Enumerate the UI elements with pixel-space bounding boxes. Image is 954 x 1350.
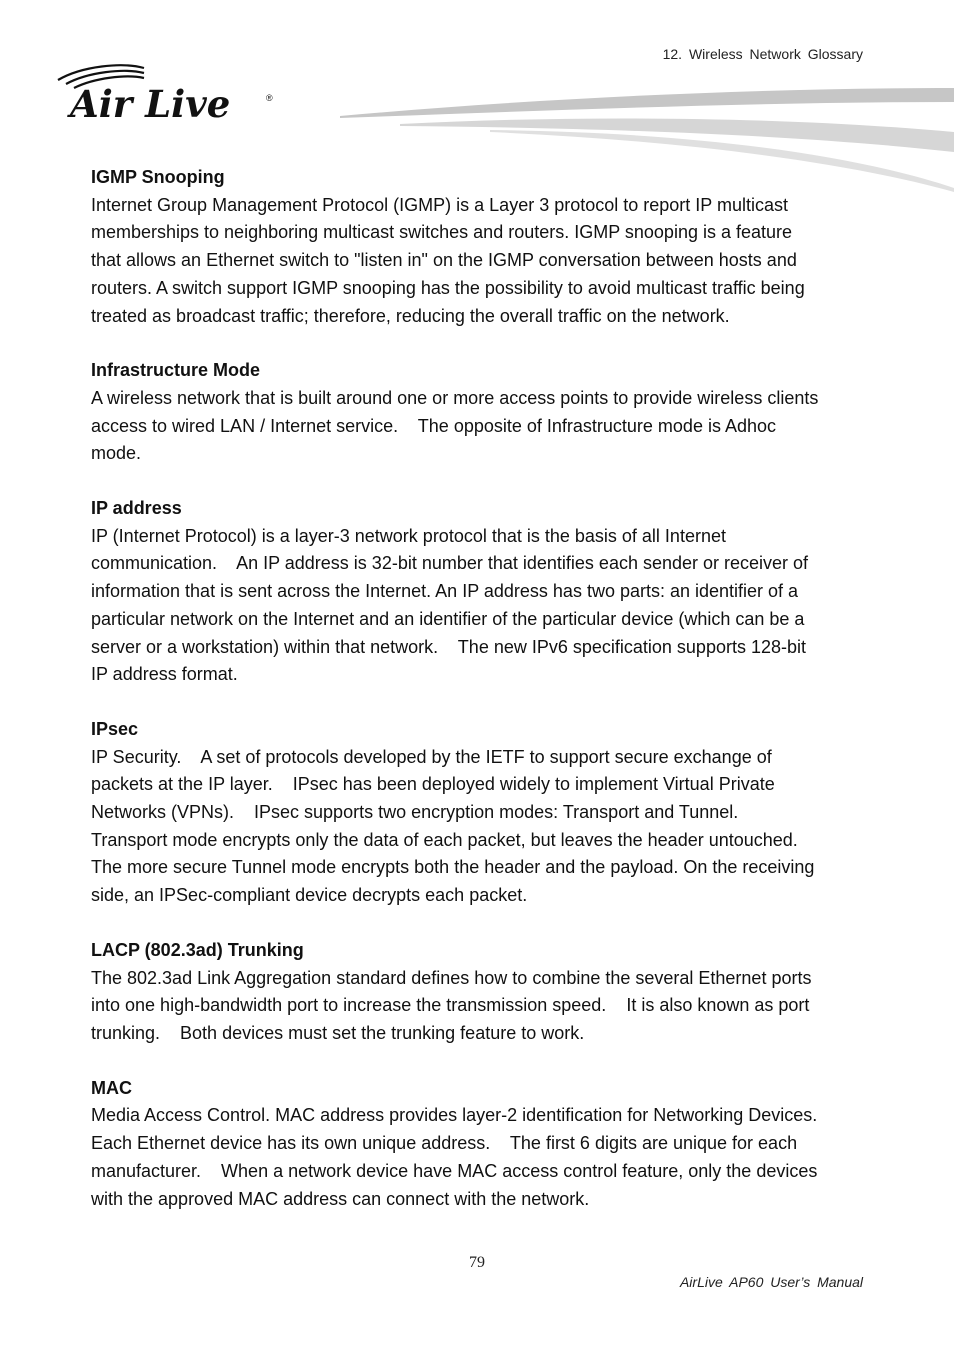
definition-line: A wireless network that is built around one or more access points to provide wireless clients [91,387,819,408]
definition-line: information that is sent across the Internet. An IP address has two parts: an identifier of a [91,581,799,602]
definition-line: IP address format. [91,664,238,685]
definition-line: side, an IPSec-compliant device decrypts each packet. [91,885,528,906]
glossary-entry-ip-address [91,495,871,689]
definition-line: into one high-bandwidth port to increase the transmission speed. It is also known as port [91,995,810,1016]
glossary-content [91,164,871,1240]
glossary-entry-igmp-snooping [91,164,871,330]
definition-line: packets at the IP layer. IPsec has been deployed widely to implement Virtual Private [91,774,775,795]
glossary-entry-lacp-trunking [91,937,871,1048]
page-number: 79 [469,1254,485,1271]
definition-line: IP Security. A set of protocols developed by the IETF to support secure exchange of [91,746,772,767]
definition-line: Internet Group Management Protocol (IGMP) is a Layer 3 protocol to report IP multicast [91,194,788,215]
definition-line: Each Ethernet device has its own unique address. The first 6 digits are unique for each [91,1133,798,1154]
glossary-entry-ipsec [91,716,871,910]
definition-line: communication. An IP address is 32-bit number that identifies each sender or receiver of [91,553,809,574]
definition-line: Transport mode encrypts only the data of each packet, but leaves the header untouched. [91,829,798,850]
definition-line: The 802.3ad Link Aggregation standard defines how to combine the several Ethernet ports [91,967,812,988]
logo-registered-mark: ® [266,93,273,103]
term-heading: Infrastructure Mode [91,360,261,381]
term-heading: IP address [91,498,182,519]
definition-line: trunking. Both devices must set the trunking feature to work. [91,1022,585,1043]
term-heading: IPsec [91,718,139,739]
definition-line: The more secure Tunnel mode encrypts both the header and the payload. On the receiving [91,857,815,878]
glossary-entry-mac [91,1075,871,1214]
term-heading: IGMP Snooping [91,167,225,187]
definition-line: treated as broadcast traffic; therefore, reducing the overall traffic on the network. [91,305,730,326]
definition-line: particular network on the Internet and an identifier of the particular device (which can be a [91,608,805,629]
definition-line: mode. [91,443,142,464]
definition-line: Networks (VPNs). IPsec supports two encryption modes: Transport and Tunnel. [91,802,739,823]
definition-line: that allows an Ethernet switch to "listen in" on the IGMP conversation between hosts and [91,250,797,271]
airlive-logo [52,58,292,128]
glossary-entry-infrastructure-mode [91,357,871,468]
definition-line: IP (Internet Protocol) is a layer-3 network protocol that is the basis of all Internet [91,525,726,546]
definition-line: server or a workstation) within that network. The new IPv6 specification supports 128-bit [91,636,806,657]
chapter-heading: 12. Wireless Network Glossary [662,46,863,62]
definition-line: memberships to neighboring multicast switches and routers. IGMP snooping is a feature [91,222,793,243]
definition-line: access to wired LAN / Internet service. The opposite of Infrastructure mode is Adhoc [91,415,777,436]
definition-line: with the approved MAC address can connect with the network. [91,1188,590,1209]
term-heading: MAC [91,1077,132,1098]
logo-wordmark: Air Live [70,82,231,126]
definition-line: routers. A switch support IGMP snooping has the possibility to avoid multicast traffic being [91,277,805,298]
manual-title-footer: AirLive AP60 User’s Manual [679,1274,863,1290]
term-heading: LACP (802.3ad) Trunking [91,939,304,960]
definition-line: manufacturer. When a network device have MAC access control feature, only the devices [91,1160,818,1181]
definition-line: Media Access Control. MAC address provides layer-2 identification for Networking Devices. [91,1105,818,1126]
